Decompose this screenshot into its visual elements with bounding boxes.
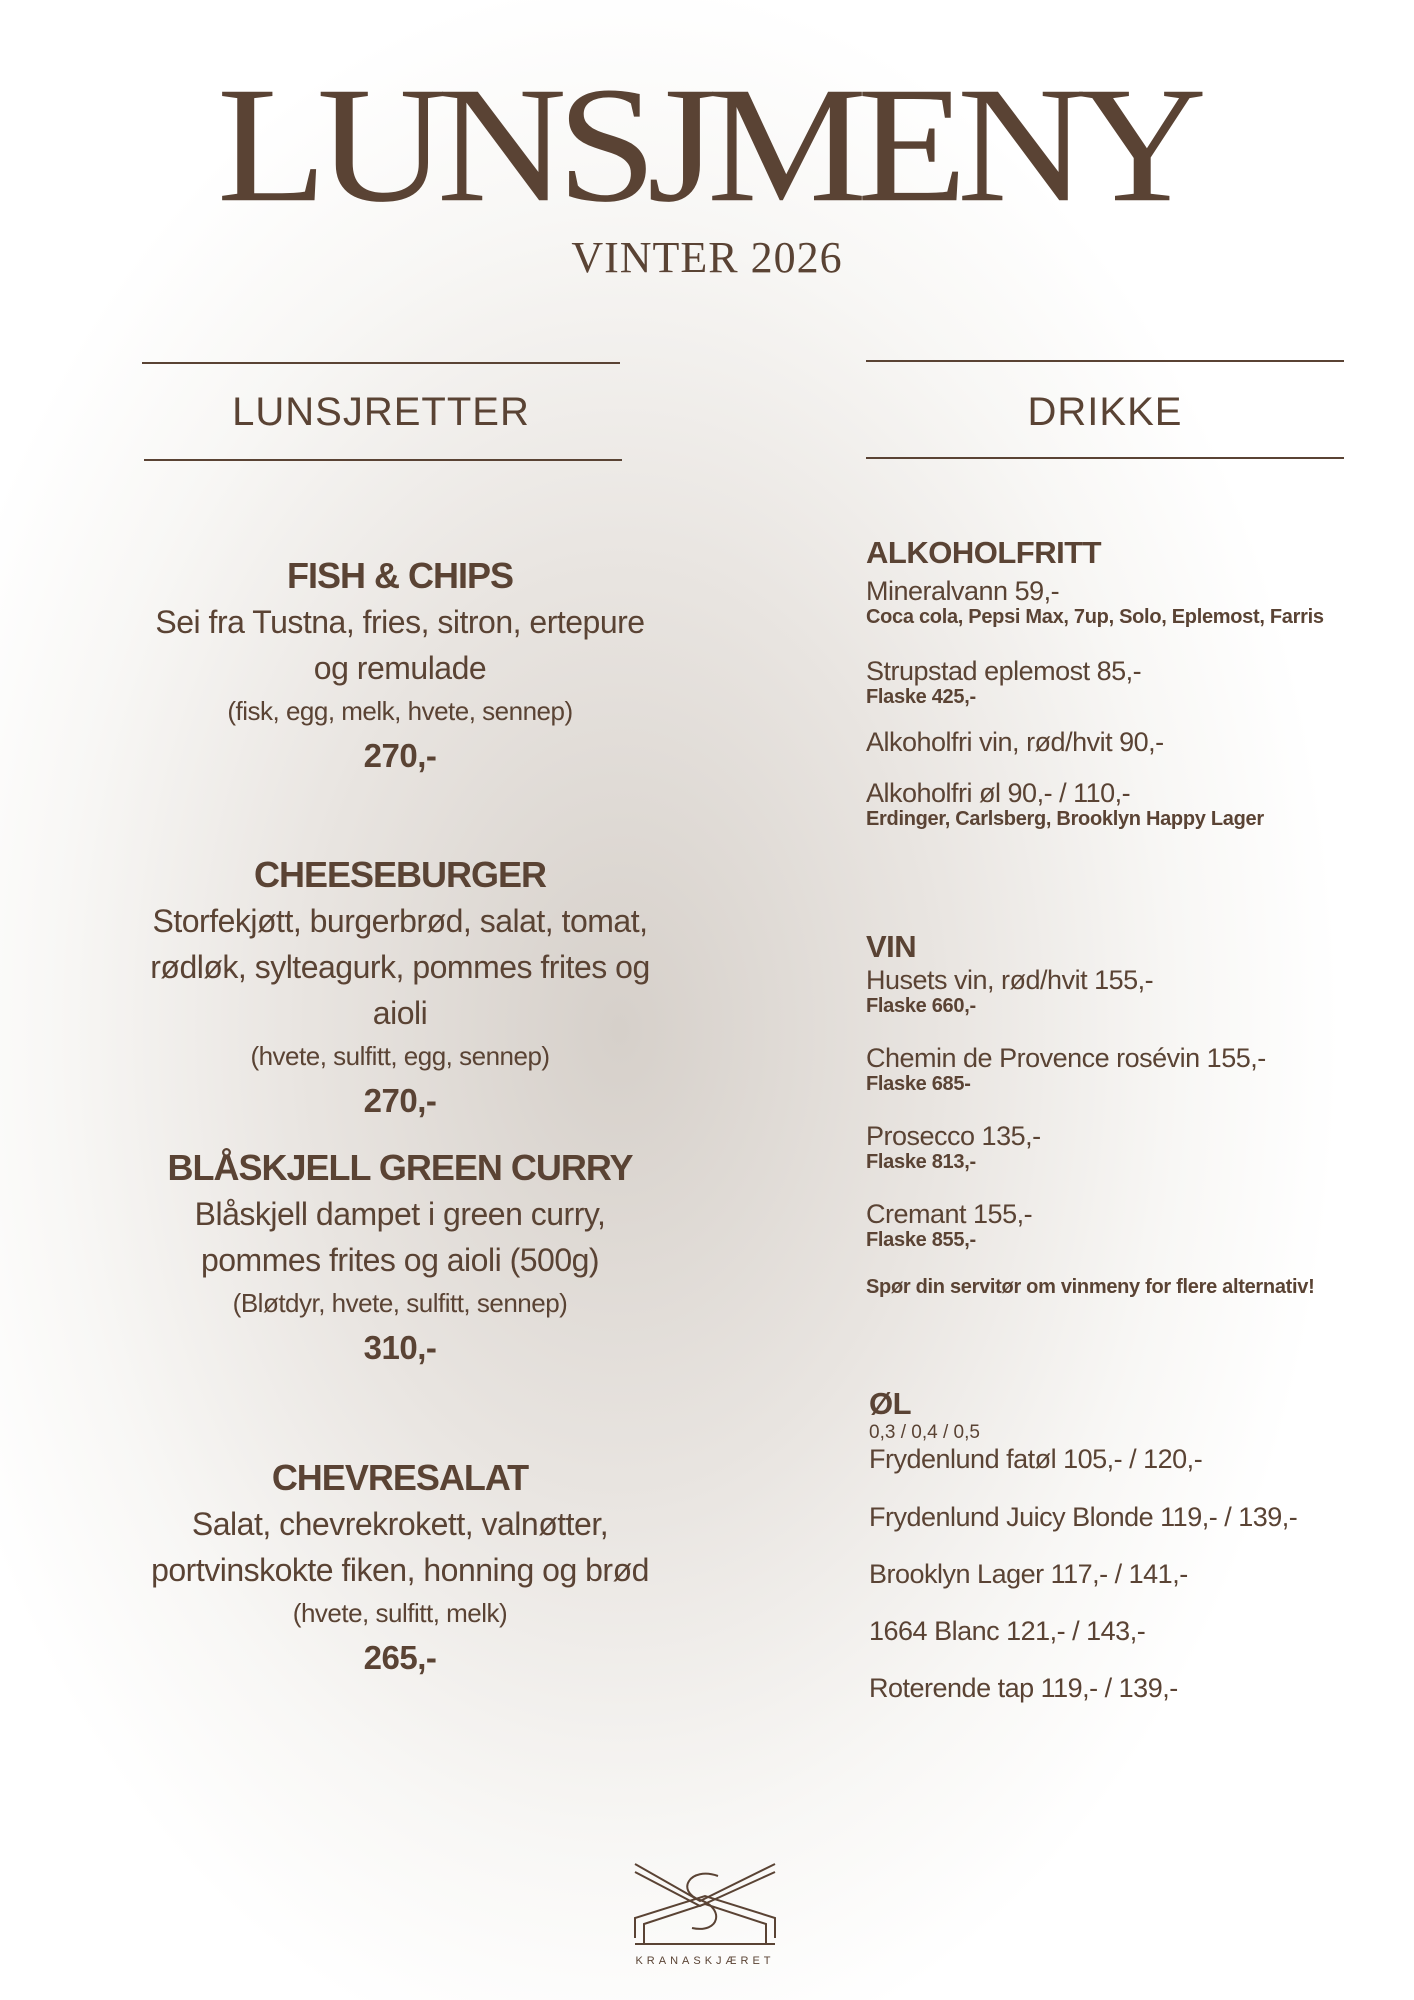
- drink-detail: Erdinger, Carlsberg, Brooklyn Happy Lager: [866, 808, 1264, 830]
- category-alkoholfritt: ALKOHOLFRITT: [866, 535, 1102, 570]
- beer-item: Roterende tap 119,- / 139,-: [869, 1673, 1178, 1703]
- dish-price: 270,-: [363, 1082, 437, 1119]
- lunch-heading: LUNSJRETTER: [232, 390, 530, 434]
- dish-description: og remulade: [313, 650, 487, 686]
- brand-logo-icon: [630, 1856, 780, 1946]
- brand-name: KRANASKJÆRET: [635, 1955, 775, 1967]
- drink-name: Strupstad eplemost 85,-: [866, 656, 1142, 686]
- drink-name: Alkoholfri vin, rød/hvit 90,-: [866, 727, 1164, 757]
- dish-description: Salat, chevrekrokett, valnøtter,: [191, 1506, 609, 1542]
- drink-item: [866, 965, 1386, 1017]
- lunch-bottom-rule: [144, 459, 622, 461]
- drink-item: [866, 656, 1386, 708]
- page-subtitle: VINTER 2026: [571, 233, 843, 282]
- beer-sizes: 0,3 / 0,4 / 0,5: [869, 1422, 980, 1443]
- dish-price: 310,-: [363, 1329, 437, 1366]
- dish-description: Storfekjøtt, burgerbrød, salat, tomat,: [152, 903, 648, 939]
- dish-name: FISH & CHIPS: [286, 555, 514, 596]
- dish-fish-and-chips: [130, 553, 670, 781]
- beer-item: Brooklyn Lager 117,- / 141,-: [869, 1559, 1188, 1589]
- dish-allergens: (hvete, sulfitt, melk): [292, 1598, 508, 1628]
- dish-name: BLÅSKJELL GREEN CURRY: [167, 1147, 633, 1188]
- drink-name: Mineralvann 59,-: [866, 576, 1060, 606]
- dish-allergens: (Bløtdyr, hvete, sulfitt, sennep): [232, 1288, 568, 1318]
- drink-item: [866, 727, 1386, 757]
- drink-name: Prosecco 135,-: [866, 1121, 1041, 1151]
- category-ol: ØL: [869, 1386, 912, 1421]
- dish-chevresalat: [130, 1455, 670, 1683]
- dish-price: 265,-: [363, 1639, 437, 1676]
- category-vin: VIN: [866, 929, 917, 964]
- drink-item: [866, 1199, 1386, 1251]
- drink-detail: Flaske 660,-: [866, 995, 976, 1017]
- beer-item: Frydenlund Juicy Blonde 119,- / 139,-: [869, 1502, 1298, 1532]
- beer-item: 1664 Blanc 121,- / 143,-: [869, 1616, 1146, 1646]
- drink-name: Cremant 155,-: [866, 1199, 1033, 1229]
- dish-price: 270,-: [363, 737, 437, 774]
- wine-note: Spør din servitør om vinmeny for flere alternativ!: [866, 1276, 1315, 1298]
- lunch-top-rule: [142, 362, 620, 364]
- page-title: LUNSJMENY: [216, 52, 1198, 237]
- drink-detail: Flaske 685-: [866, 1073, 971, 1095]
- beer-item: Frydenlund fatøl 105,- / 120,-: [869, 1444, 1203, 1474]
- drink-name: Husets vin, rød/hvit 155,-: [866, 965, 1154, 995]
- drink-item: [866, 576, 1386, 628]
- drink-name: Chemin de Provence rosévin 155,-: [866, 1043, 1266, 1073]
- drink-item: [866, 1043, 1386, 1095]
- drink-detail: Flaske 813,-: [866, 1151, 976, 1173]
- drink-name: Alkoholfri øl 90,- / 110,-: [866, 778, 1131, 808]
- dish-description: Sei fra Tustna, fries, sitron, ertepure: [155, 604, 645, 640]
- drink-detail: Coca cola, Pepsi Max, 7up, Solo, Eplemost, Farris: [866, 606, 1324, 628]
- dish-allergens: (hvete, sulfitt, egg, sennep): [250, 1041, 550, 1071]
- drink-item: [866, 1121, 1386, 1173]
- drinks-top-rule: [866, 360, 1344, 362]
- dish-name: CHEVRESALAT: [271, 1457, 529, 1498]
- dish-cheeseburger: [130, 852, 670, 1126]
- drink-item: [866, 778, 1386, 830]
- dish-blaskjell-green-curry: [130, 1145, 670, 1373]
- drinks-bottom-rule: [866, 457, 1344, 459]
- drinks-heading: DRIKKE: [1027, 390, 1183, 434]
- drink-detail: Flaske 425,-: [866, 686, 976, 708]
- dish-description: Blåskjell dampet i green curry,: [194, 1196, 606, 1232]
- dish-description: pommes frites og aioli (500g): [200, 1242, 600, 1278]
- drink-detail: Flaske 855,-: [866, 1229, 976, 1251]
- dish-description: portvinskokte fiken, honning og brød: [151, 1552, 649, 1588]
- dish-name: CHEESEBURGER: [253, 854, 547, 895]
- dish-allergens: (fisk, egg, melk, hvete, sennep): [227, 696, 573, 726]
- dish-description: rødløk, sylteagurk, pommes frites og aioli: [150, 949, 650, 1031]
